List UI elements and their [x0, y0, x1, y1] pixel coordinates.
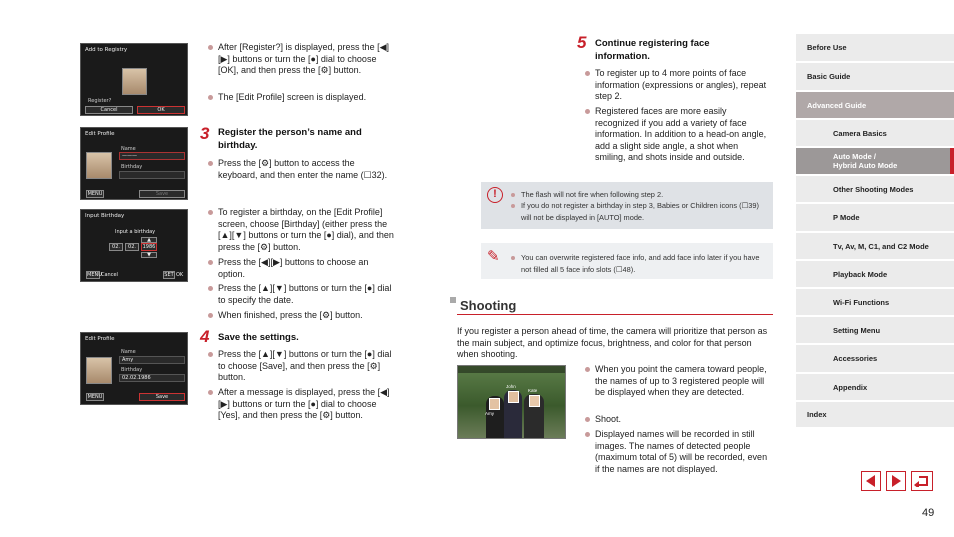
bullet: After a message is displayed, press the [◀][▶] buttons or turn the [●] dial to choose [Yes], and then press the [⚙] button.: [208, 387, 390, 422]
face-name: John: [506, 384, 516, 389]
nav-accessories[interactable]: Accessories: [796, 344, 954, 372]
warning-box: [481, 182, 773, 229]
register-question: Register?: [88, 98, 112, 104]
menu-button[interactable]: MENU: [87, 191, 103, 197]
photo-hud: [458, 366, 566, 373]
warning-icon: !: [487, 187, 503, 203]
face-box: [508, 391, 519, 403]
screen-title: Edit Profile: [85, 131, 115, 137]
bullet: Press the [◀][▶] buttons to choose an option.: [208, 257, 388, 280]
prev-page-icon[interactable]: [861, 471, 881, 491]
bullet: Registered faces are more easily recognized if you add a variety of face information. In addition to a head-on angle, add a slight side angle, a shot when smiling, and shots inside and outside.: [585, 106, 770, 164]
face-thumbnail: [86, 357, 112, 384]
bullet: Displayed names will be recorded in still images. The names of detected people (maximum total of 5) will be recorded, even if the names are not displayed.: [585, 429, 770, 475]
memo-box: [481, 243, 773, 279]
screen-input-birthday: [80, 209, 188, 282]
bullet: Press the [▲][▼] buttons or turn the [●] dial to choose [Save], and then press the [⚙] button.: [208, 349, 395, 384]
nav-setting-menu[interactable]: Setting Menu: [796, 316, 954, 343]
face-box: [529, 395, 540, 407]
bullet: To register a birthday, on the [Edit Profile] screen, choose [Birthday] (either press the [▲][▼] buttons or turn the [●] dial), and then press the [⚙] button.: [208, 207, 395, 253]
bullet: To register up to 4 more points of face information (expressions or angles), repeat step 2.: [585, 68, 770, 103]
sample-photo: [457, 365, 566, 439]
down-arrow[interactable]: ▼: [141, 252, 157, 258]
screen-title: Add to Registry: [85, 47, 128, 53]
face-thumbnail: [86, 152, 112, 179]
day-field[interactable]: 02.: [109, 243, 123, 251]
back-icon[interactable]: [911, 471, 933, 491]
up-arrow[interactable]: ▲: [141, 237, 157, 243]
birthday-label: Birthday: [121, 367, 143, 373]
screen-add-to-registry: [80, 43, 188, 116]
active-indicator: [950, 148, 954, 174]
screen-edit-profile: [80, 127, 188, 200]
face-name: Kate: [528, 388, 538, 393]
face-box: [489, 398, 500, 410]
name-field[interactable]: ———: [119, 152, 185, 160]
nav-camera-basics[interactable]: Camera Basics: [796, 119, 954, 146]
birthday-label: Birthday: [121, 164, 143, 170]
bullet: When finished, press the [⚙] button.: [208, 310, 393, 322]
face-thumbnail: [122, 68, 147, 95]
section-rule: [457, 314, 773, 315]
save-button[interactable]: Save: [139, 393, 185, 401]
nav-auto-mode-line2: Hybrid Auto Mode: [833, 161, 898, 170]
name-field[interactable]: Amy: [119, 356, 185, 364]
set-button[interactable]: SET: [164, 272, 174, 278]
menu-button[interactable]: MENU: [87, 394, 103, 400]
section-title: Shooting: [460, 298, 517, 313]
pencil-icon: ✎: [487, 248, 500, 265]
bullet: When you point the camera toward people, the names of up to 3 registered people will be displayed when they are detected.: [585, 364, 770, 399]
nav-before-use[interactable]: Before Use: [796, 33, 954, 61]
screen-edit-profile-filled: [80, 332, 188, 405]
next-page-icon[interactable]: [886, 471, 906, 491]
year-field[interactable]: 1986: [142, 244, 156, 250]
nav-advanced-guide[interactable]: Advanced Guide: [796, 91, 954, 118]
name-label: Name: [121, 146, 136, 152]
warning-text: If you do not register a birthday in step 3, Babies or Children icons (☐39) will not be displayed in [AUTO] mode.: [511, 200, 769, 223]
cancel-label: Cancel: [101, 272, 118, 278]
nav-playback-mode[interactable]: Playback Mode: [796, 260, 954, 287]
memo-text: You can overwrite registered face info, and add face info later if you have not filled all 5 face info slots (☐48).: [511, 252, 769, 275]
bullet: The [Edit Profile] screen is displayed.: [208, 92, 393, 104]
warning-text: The flash will not fire when following step 2.: [511, 189, 766, 201]
nav-p-mode[interactable]: P Mode: [796, 203, 954, 231]
save-button[interactable]: Save: [139, 190, 185, 198]
face-name: Amy: [485, 411, 494, 416]
bullet: Shoot.: [585, 414, 770, 426]
screen-title: Edit Profile: [85, 336, 115, 342]
page-number: 49: [922, 507, 935, 519]
bullet: Press the [⚙] button to access the keyboard, and then enter the name (☐32).: [208, 158, 388, 181]
bullet: After [Register?] is displayed, press the [◀][▶] buttons or turn the [●] dial to choose [OK], and then press the [⚙] button.: [208, 42, 393, 77]
ok-label: OK: [176, 272, 184, 278]
nav-tv-av-m-mode[interactable]: Tv, Av, M, C1, and C2 Mode: [796, 232, 954, 259]
nav-basic-guide[interactable]: Basic Guide: [796, 62, 954, 90]
step-number: 3: [200, 124, 210, 143]
nav-auto-mode-line1: Auto Mode /: [833, 152, 876, 161]
birthday-field[interactable]: 02.02.1986: [119, 374, 185, 382]
section-marker: [450, 297, 456, 303]
name-label: Name: [121, 349, 136, 355]
nav-appendix[interactable]: Appendix: [796, 373, 954, 400]
step-number: 5: [577, 33, 587, 52]
input-birthday-subtitle: Input a birthday: [115, 229, 156, 235]
nav-auto-mode[interactable]: [796, 147, 954, 174]
step-title: Register the person’s name and birthday.: [218, 127, 362, 151]
intro-text: If you register a person ahead of time, the camera will prioritize that person as the main subject, and optimize focus, brightness, and color for that person when shooting.: [457, 326, 768, 360]
step-number: 4: [200, 327, 210, 346]
nav-wifi-functions[interactable]: Wi-Fi Functions: [796, 288, 954, 315]
birthday-field[interactable]: [119, 171, 185, 179]
cancel-button[interactable]: Cancel: [85, 106, 133, 114]
ok-button[interactable]: OK: [137, 106, 185, 114]
step-title: Save the settings.: [218, 332, 299, 343]
nav-index[interactable]: Index: [796, 401, 954, 427]
month-field[interactable]: 02.: [125, 243, 139, 251]
step-title: Continue registering face information.: [595, 38, 710, 62]
bullet: Press the [▲][▼] buttons or turn the [●] dial to specify the date.: [208, 283, 393, 306]
menu-button[interactable]: MENU: [87, 272, 102, 278]
screen-title: Input Birthday: [85, 213, 125, 219]
nav-other-shooting-modes[interactable]: Other Shooting Modes: [796, 175, 954, 202]
